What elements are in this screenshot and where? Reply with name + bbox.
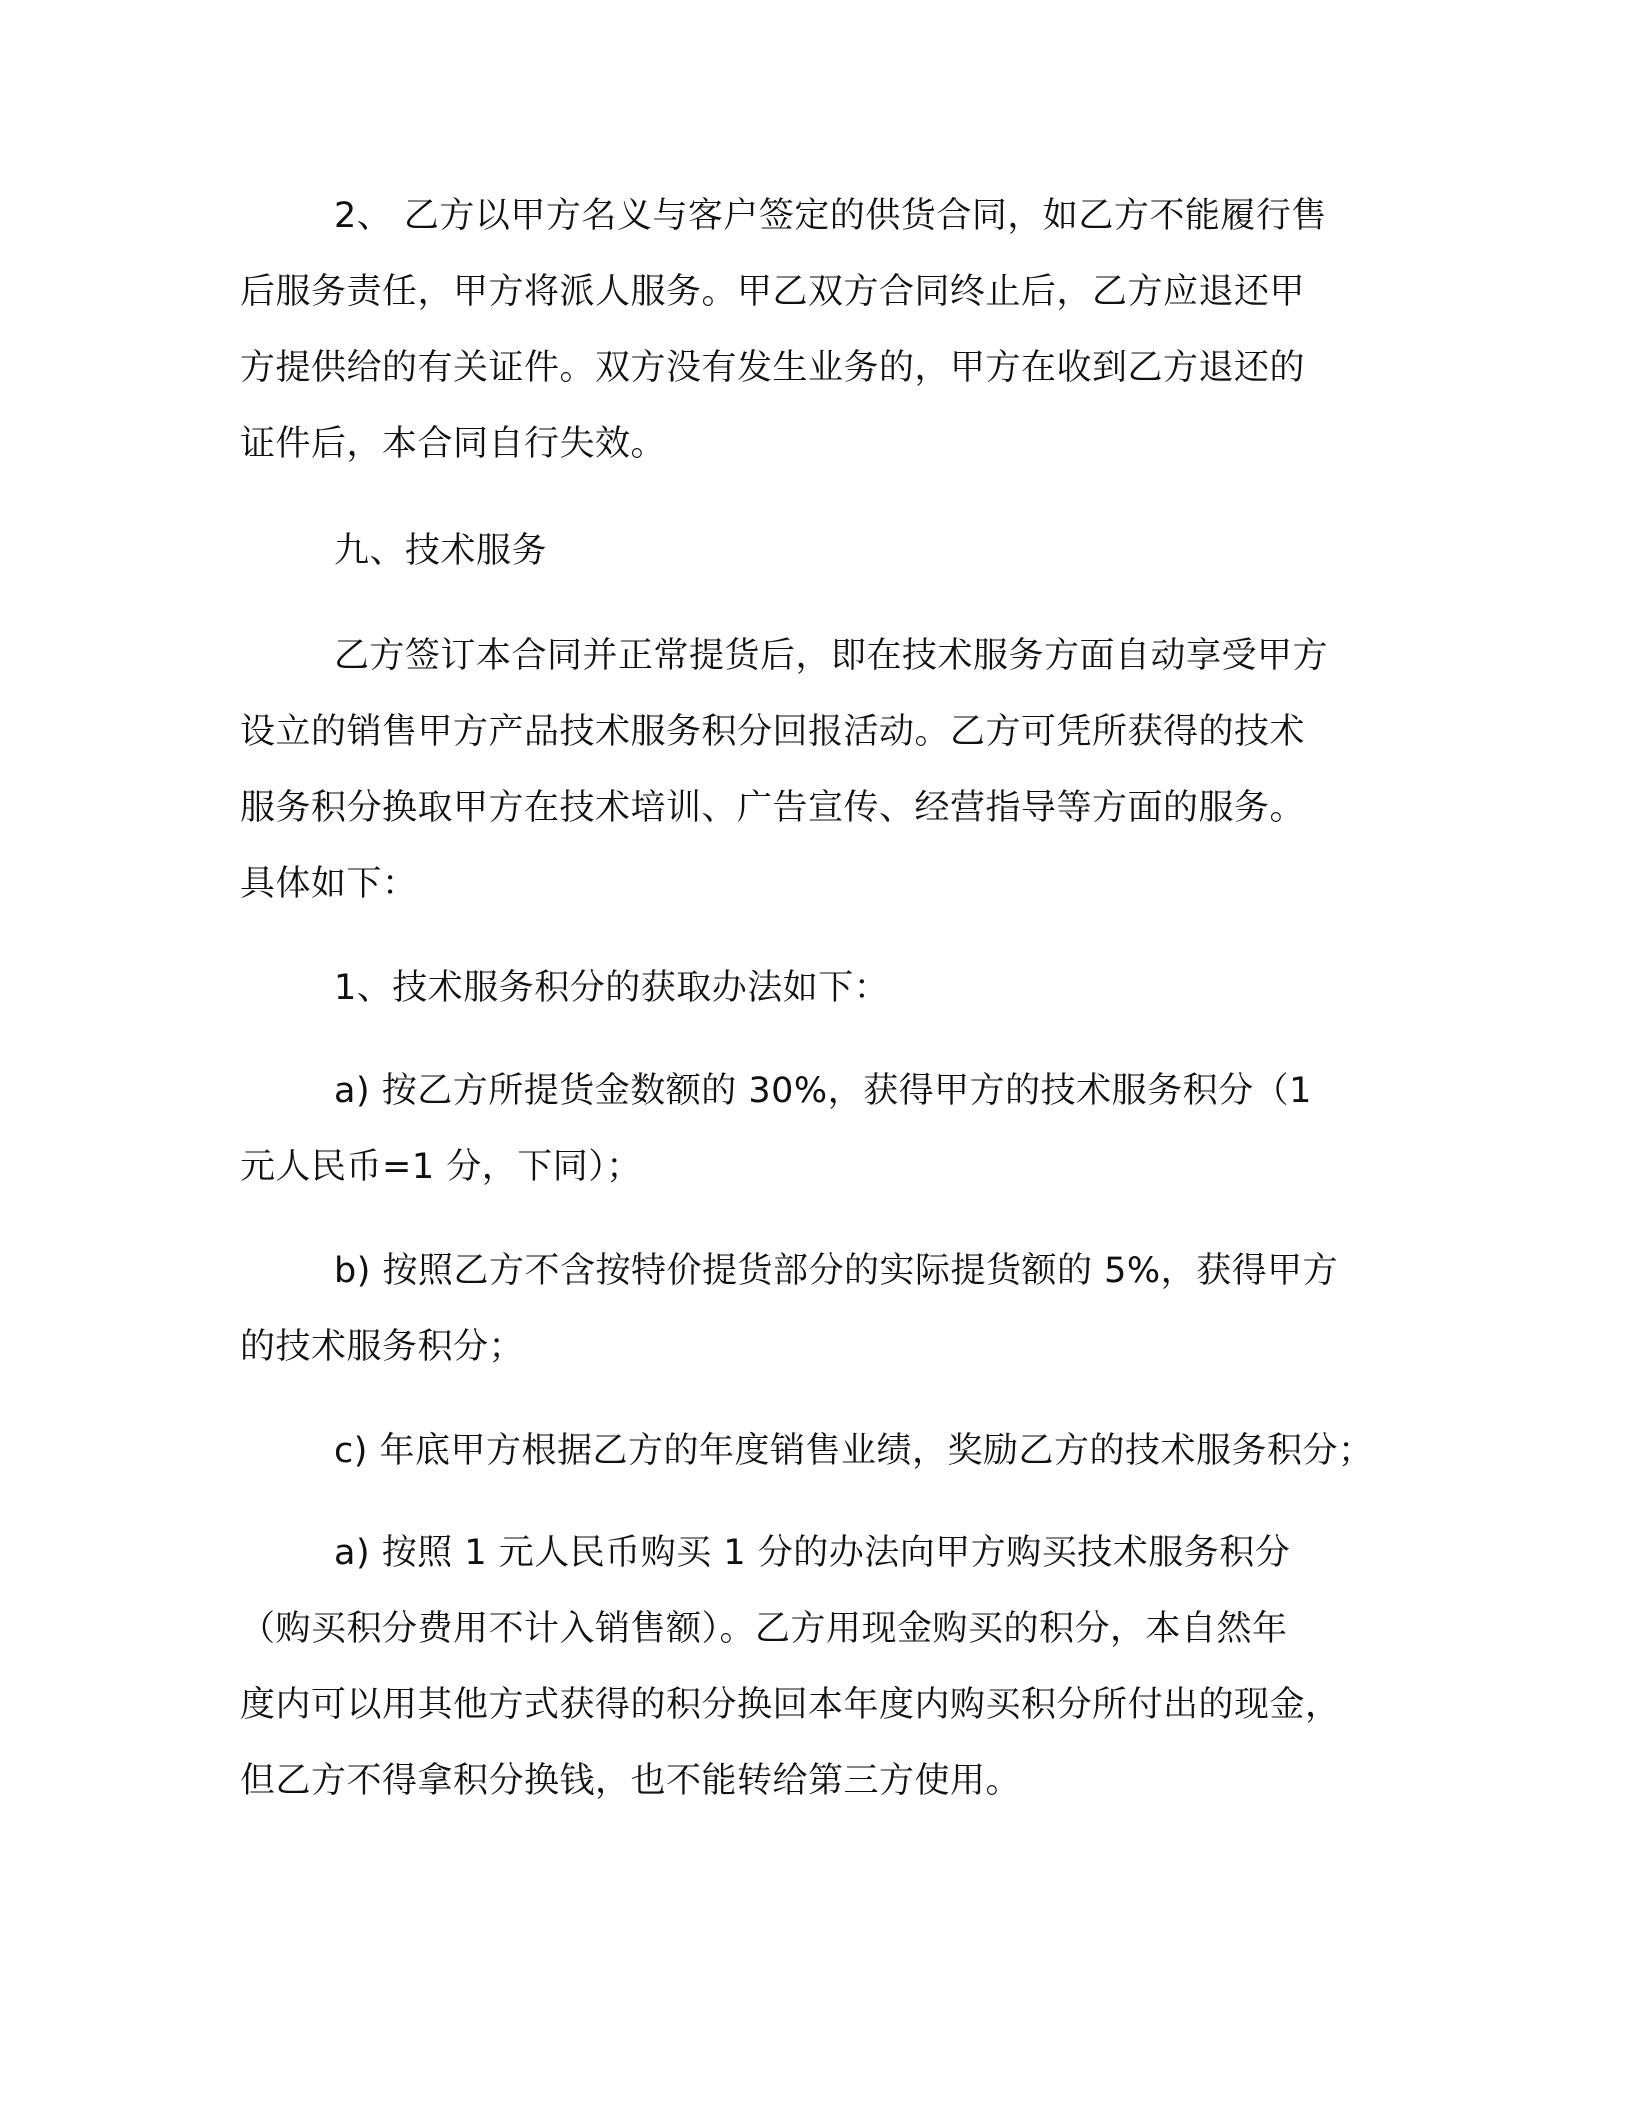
list-item-c-yearly-reward [240, 1413, 1420, 1489]
paragraph-after-sales [240, 178, 1400, 482]
list-item-b-special-price [240, 1233, 1400, 1385]
text-line: 度内可以用其他方式获得的积分换回本年度内购买积分所付出的现金， [240, 1685, 1341, 1725]
text-line: a) 按照 1 元人民币购买 1 分的办法向甲方购买技术服务积分 [334, 1533, 1291, 1573]
text-line: 但乙方不得拿积分换钱，也不能转给第三方使用。 [240, 1761, 1022, 1801]
text-line: 设立的销售甲方产品技术服务积分回报活动。乙方可凭所获得的技术 [240, 712, 1306, 752]
text-line: 方提供给的有关证件。双方没有发生业务的，甲方在收到乙方退还的 [240, 348, 1306, 388]
text-line: （购买积分费用不计入销售额）。乙方用现金购买的积分，本自然年 [240, 1609, 1288, 1649]
text-line: 2、 乙方以甲方名义与客户签定的供货合同，如乙方不能履行售 [334, 196, 1327, 236]
text-line: 后服务责任，甲方将派人服务。甲乙双方合同终止后，乙方应退还甲 [240, 272, 1306, 312]
paragraph-points-intro [240, 618, 1400, 922]
text-line: a) 按乙方所提货金数额的 30%，获得甲方的技术服务积分（1 [334, 1071, 1312, 1111]
text-line: 元人民币=1 分，下同）； [240, 1147, 642, 1187]
list-item-points-method: 1、技术服务积分的获取办法如下： [334, 968, 890, 1008]
text-line: 服务积分换取甲方在技术培训、广告宣传、经营指导等方面的服务。 [240, 788, 1306, 828]
text-line: 证件后，本合同自行失效。 [240, 424, 667, 464]
section-heading-technical-service: 九、技术服务 [334, 531, 548, 571]
text-line: b) 按照乙方不含按特价提货部分的实际提货额的 5%，获得甲方 [334, 1251, 1339, 1291]
text-line: 的技术服务积分； [240, 1327, 525, 1367]
text-line: c) 年底甲方根据乙方的年度销售业绩，奖励乙方的技术服务积分； [334, 1431, 1374, 1471]
text-line: 乙方签订本合同并正常提货后，即在技术服务方面自动享受甲方 [334, 636, 1329, 676]
list-item-a-purchase-percent [240, 1053, 1400, 1205]
text-line: 具体如下： [240, 864, 418, 904]
list-item-a-buy-points [240, 1515, 1400, 1819]
